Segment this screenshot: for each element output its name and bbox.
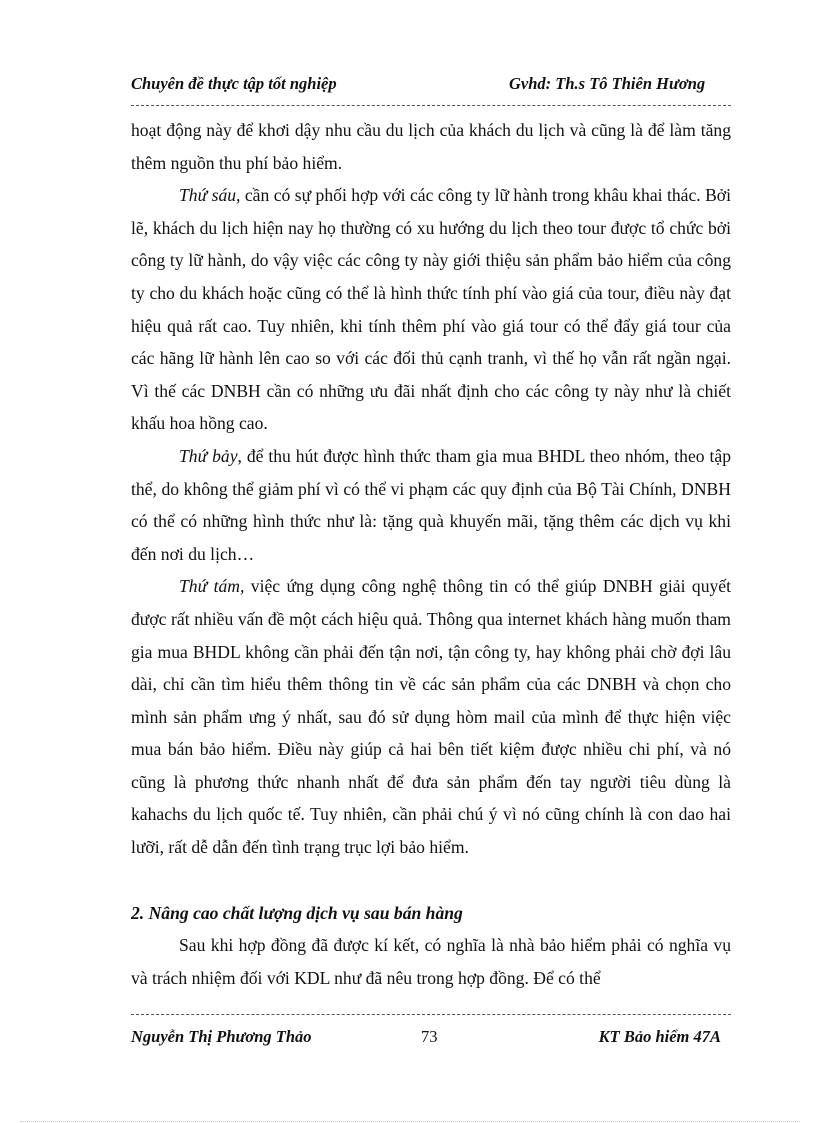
paragraph [131, 440, 731, 570]
paragraph: hoạt động này để khơi dậy nhu cầu du lịch của khách du lịch và cũng là để làm tăng thêm nguồn thu phí bảo hiểm. [131, 120, 731, 173]
paragraph [131, 570, 731, 863]
footer-author: Nguyễn Thị Phương Thảo [131, 1027, 312, 1046]
page-number: 73 [421, 1027, 438, 1046]
section-heading: 2. Nâng cao chất lượng dịch vụ sau bán hàng [131, 902, 463, 923]
page-edge [20, 1121, 800, 1122]
document-body [131, 114, 731, 994]
page-header [131, 74, 731, 98]
header-advisor: Gvhd: Th.s Tô Thiên Hương [509, 74, 706, 93]
paragraph [131, 179, 731, 440]
paragraph: Sau khi hợp đồng đã được kí kết, có nghĩa là nhà bảo hiểm phải có nghĩa vụ và trách nhiệm đối với KDL như đã nêu trong hợp đồng. Để có thể [131, 935, 731, 988]
footer-class: KT Bảo hiểm 47A [598, 1027, 721, 1046]
header-divider [131, 105, 731, 106]
paragraph-lead: Thứ tám, [179, 576, 245, 597]
paragraph-text: việc ứng dụng công nghệ thông tin có thể giúp DNBH giải quyết được rất nhiều vấn đề một cách hiệu quả. Thông qua internet khách hàng muốn tham gia mua BHDL không cần phải đến tận nơi, tận công ty, hay không phải chờ đợi lâu dài, chỉ cần tìm hiểu thêm thông tin về các sản phẩm của các DNBH và chọn cho mình sản phẩm ưng ý nhất, sau đó sử dụng hòm mail của mình để thực hiện việc mua bán bảo hiểm. Điều này giúp cả hai bên tiết kiệm được nhiều chi phí, và nó cũng là phương thức nhanh nhất để đưa sản phẩm đến tay người tiêu dùng là kahachs du lịch quốc tế. Tuy nhiên, cần phải chú ý vì nó cũng chính là con dao hai lưỡi, rất dễ dẫn đến tình trạng trục lợi bảo hiểm. [131, 576, 731, 858]
page-footer [131, 1027, 731, 1051]
header-title: Chuyên đề thực tập tốt nghiệp [131, 74, 337, 93]
paragraph-text: , để thu hút được hình thức tham gia mua BHDL theo nhóm, theo tập thể, do không thể giảm phí vì có thể vi phạm các quy định của Bộ Tài Chính, DNBH có thể có những hình thức như là: tặng quà khuyến mãi, tặng thêm các dịch vụ khi đến nơi du lịch… [131, 445, 731, 564]
footer-divider [131, 1014, 731, 1015]
paragraph-lead: Thứ bảy [179, 445, 238, 466]
paragraph-lead: Thứ sáu, [179, 185, 241, 206]
paragraph-text: cần có sự phối hợp với các công ty lữ hành trong khâu khai thác. Bởi lẽ, khách du lịch hiện nay họ thường có xu hướng du lịch theo tour được tổ chức bởi công ty lữ hành, do vậy việc các công ty này giới thiệu sản phẩm bảo hiểm của công ty cho du khách hoặc cũng có thể là hình thức tính phí vào giá của tour, điều này đạt hiệu quả rất cao. Tuy nhiên, khi tính thêm phí vào giá tour có thể đẩy giá tour của các hãng lữ hành lên cao so với các đối thủ cạnh tranh, vì thế họ vẫn rất ngần ngại. Vì thế các DNBH cần có những ưu đãi nhất định cho các công ty này như là chiết khấu hoa hồng cao. [131, 185, 731, 434]
